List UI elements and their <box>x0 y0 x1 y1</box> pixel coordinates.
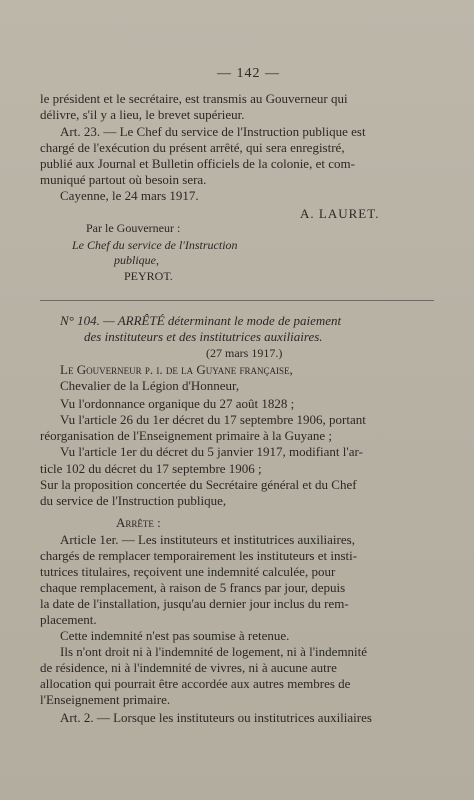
article-1-line: tutrices titulaires, reçoivent une indemnité calculée, pour <box>40 564 336 579</box>
signatory-name: PEYROT. <box>124 269 173 283</box>
text-line: délivre, s'il y a lieu, le brevet supérieur. <box>40 107 245 122</box>
article-1-line: chargés de remplacer temporairement les instituteurs et insti- <box>40 548 358 563</box>
preamble-line: du service de l'Instruction publique, <box>40 493 227 508</box>
chef-title: publique, <box>114 253 159 267</box>
article-23-line: Art. 23. — Le Chef du service de l'Instruction publique est <box>60 124 366 139</box>
preamble-line: Vu l'article 26 du 1er décret du 17 septembre 1906, portant <box>60 412 366 427</box>
page-number: — 142 — <box>217 66 280 81</box>
article-23-line: chargé de l'exécution du présent arrêté, qui sera enregistré, <box>40 140 345 155</box>
preamble-line: Vu l'ordonnance organique du 27 août 1828 ; <box>60 396 295 411</box>
preamble-line: réorganisation de l'Enseignement primaire à la Guyane ; <box>40 428 332 443</box>
article-1-line: allocation qui pourrait être accordée aux autres membres de <box>40 676 351 691</box>
decree-date: (27 mars 1917.) <box>206 346 283 360</box>
article-1-line: chaque remplacement, à raison de 5 francs par jour, depuis <box>40 580 346 595</box>
article-1-line: l'Enseignement primaire. <box>40 692 171 707</box>
section-divider <box>40 300 434 301</box>
article-1-line: Article 1er. — Les instituteurs et institutrices auxiliaires, <box>60 532 355 547</box>
preamble-line: ticle 102 du décret du 17 septembre 1906 ; <box>40 461 262 476</box>
arrete-label: Arrête : <box>116 515 161 530</box>
article-1-line: la date de l'installation, jusqu'au dernier jour inclus du rem- <box>40 596 349 611</box>
article-1-line: placement. <box>40 612 97 627</box>
article-1-line: Cette indemnité n'est pas soumise à retenue. <box>60 628 290 643</box>
preamble-line: Le Gouverneur p. i. de la Guyane française, <box>60 362 293 377</box>
article-2-line: Art. 2. — Lorsque les instituteurs ou institutrices auxiliaires <box>60 710 372 725</box>
article-1-line: Ils n'ont droit ni à l'indemnité de logement, ni à l'indemnité <box>60 644 368 659</box>
preamble-line: Sur la proposition concertée du Secrétaire général et du Chef <box>40 477 357 492</box>
signature: A. LAURET. <box>300 206 380 221</box>
text-line: le président et le secrétaire, est transmis au Gouverneur qui <box>40 91 348 106</box>
article-1-line: de résidence, ni à l'indemnité de vivres, ni à aucune autre <box>40 660 337 675</box>
article-23-line: muniqué partout où besoin sera. <box>40 172 207 187</box>
signing-date: Cayenne, le 24 mars 1917. <box>60 188 199 203</box>
article-23-line: publié aux Journal et Bulletin officiels de la colonie, et com- <box>40 156 355 171</box>
decree-heading: N° 104. — ARRÊTÉ déterminant le mode de paiement <box>60 313 342 328</box>
gov-label: Par le Gouverneur : <box>86 221 181 235</box>
preamble-line: Chevalier de la Légion d'Honneur, <box>60 378 240 393</box>
chef-title: Le Chef du service de l'Instruction <box>72 238 238 252</box>
decree-heading: des instituteurs et des institutrices auxiliaires. <box>84 329 323 344</box>
preamble-line: Vu l'article 1er du décret du 5 janvier 1917, modifiant l'ar- <box>60 444 363 459</box>
